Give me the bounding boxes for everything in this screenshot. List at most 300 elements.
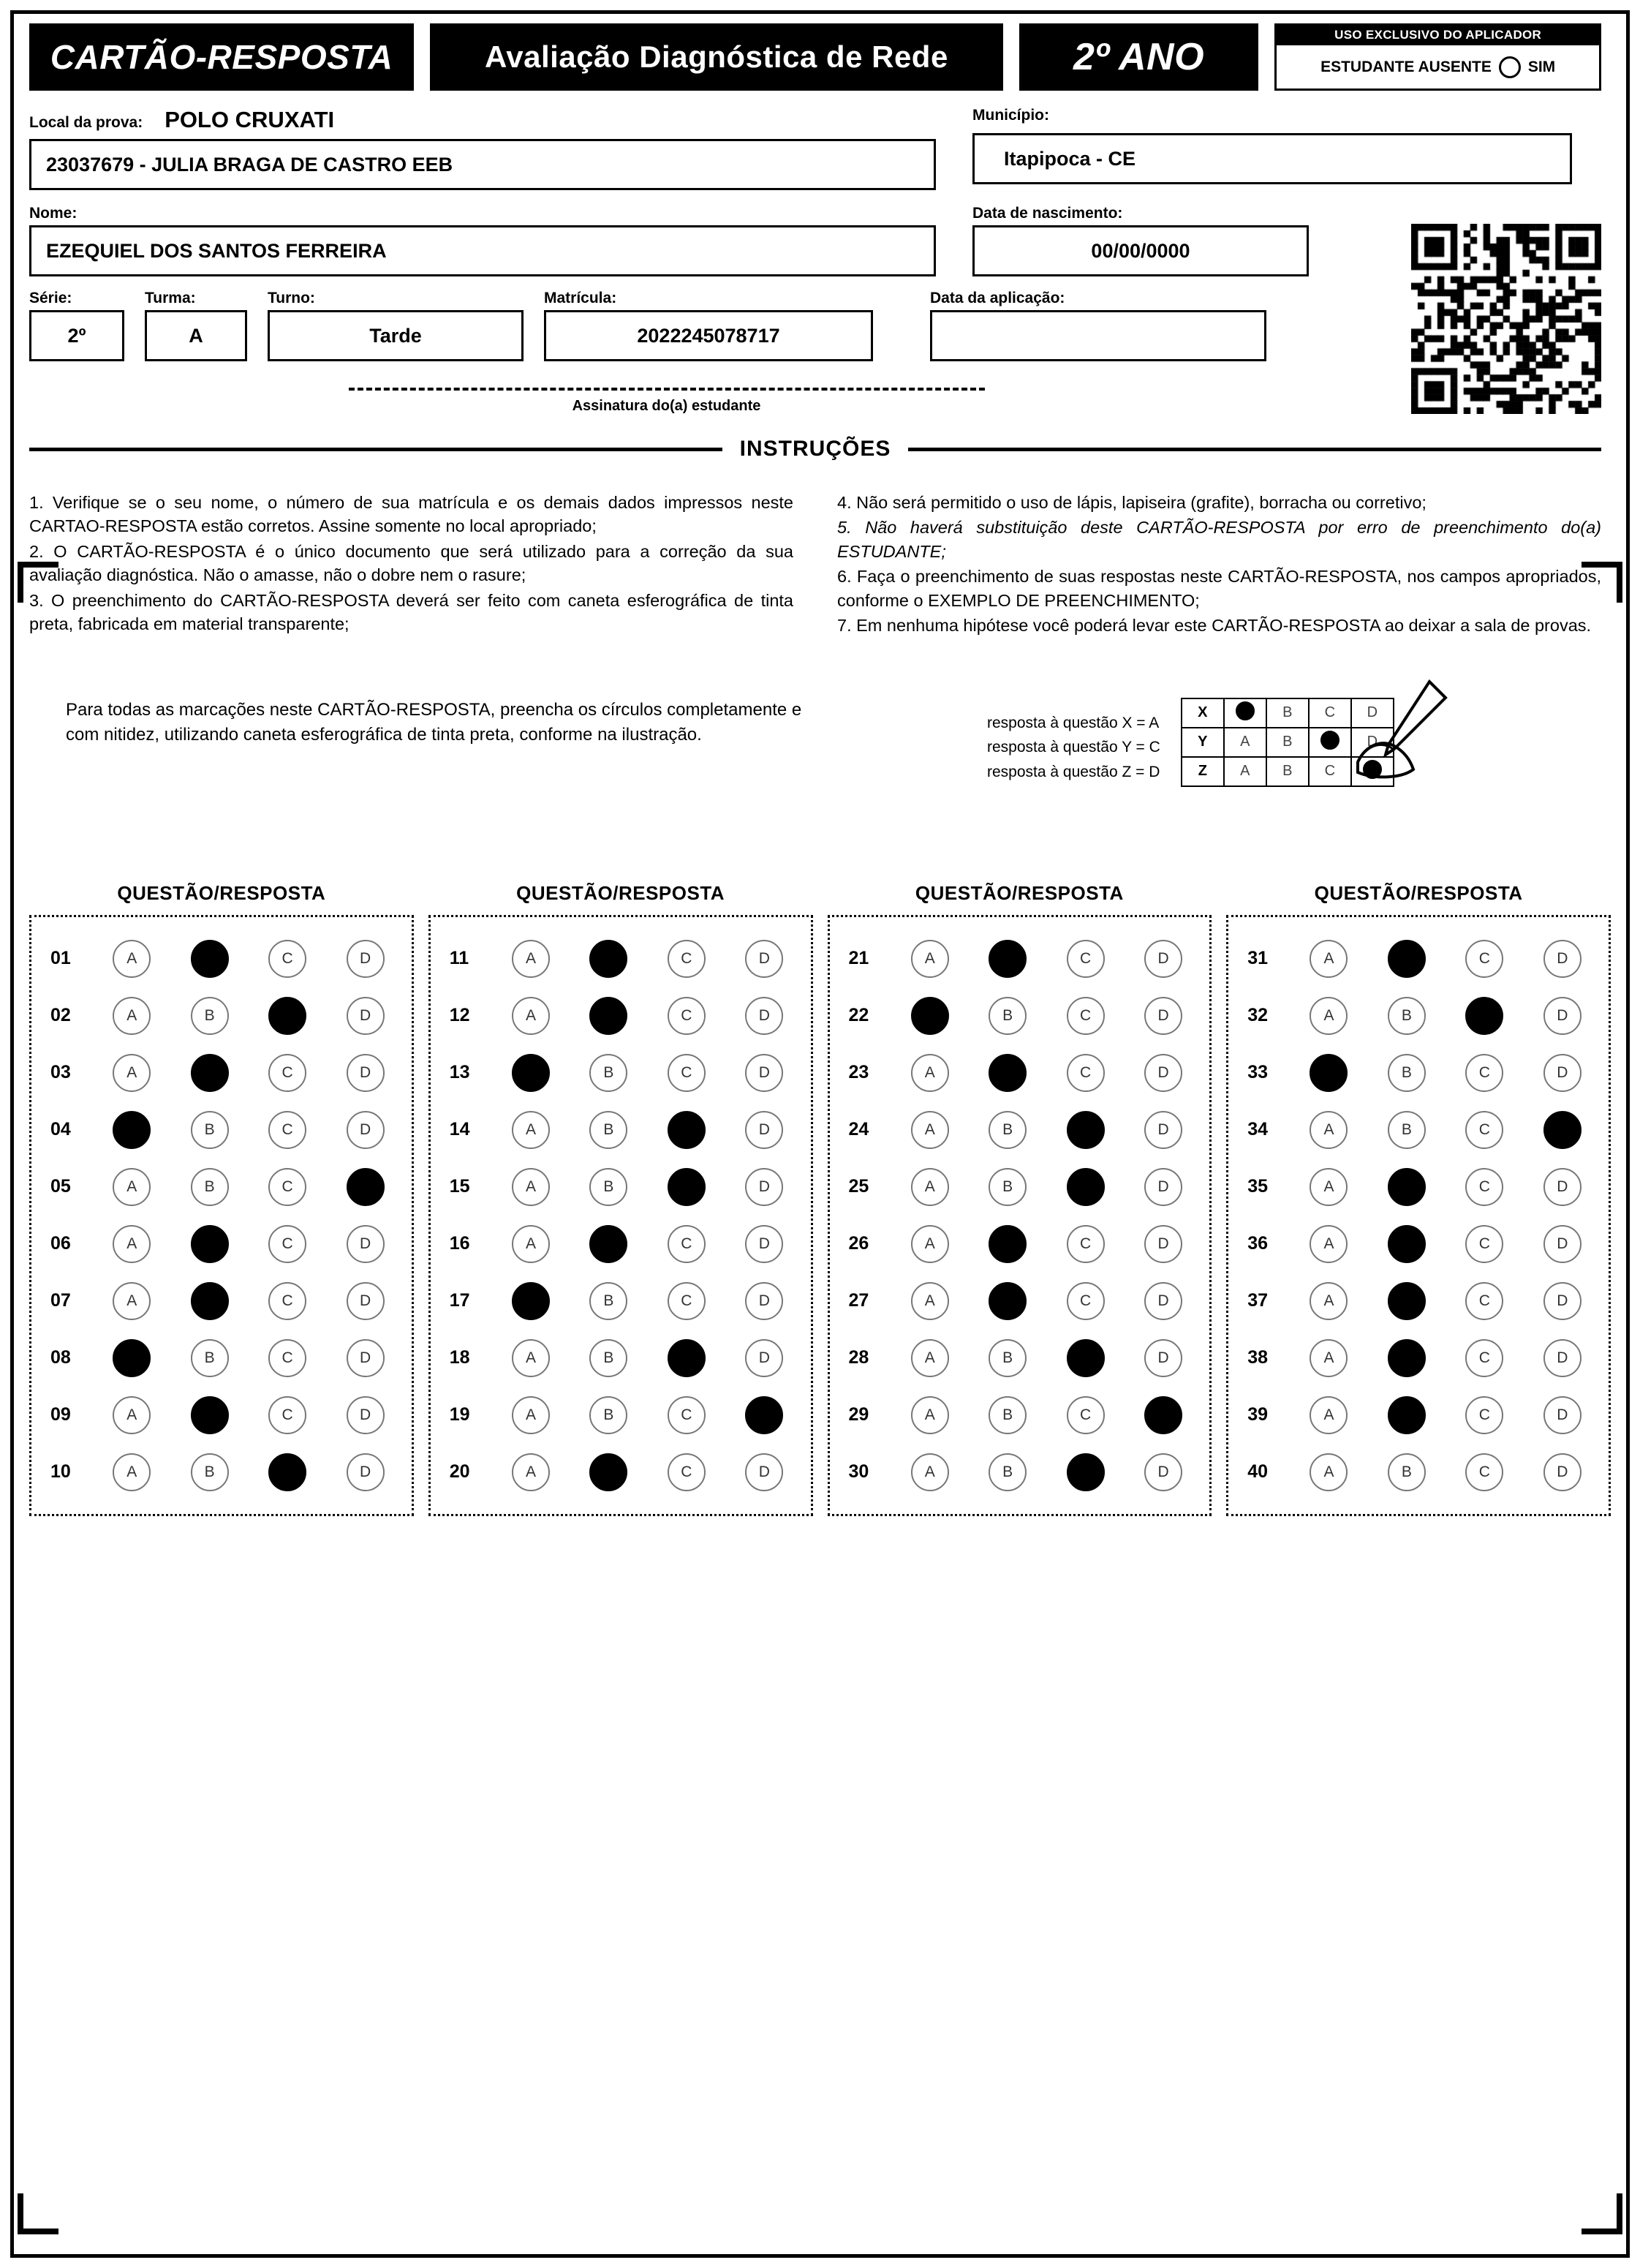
answer-bubble[interactable]: A: [911, 1339, 949, 1377]
question-number: 04: [50, 1119, 71, 1140]
answer-bubbles: [93, 1111, 404, 1149]
answer-bubble[interactable]: C: [1465, 1339, 1503, 1377]
answer-bubble[interactable]: [113, 1339, 151, 1377]
answer-bubble[interactable]: B: [989, 997, 1027, 1035]
answer-bubble[interactable]: [1543, 1111, 1582, 1149]
answer-bubbles: [1290, 1396, 1601, 1434]
answer-bubble[interactable]: B: [989, 1339, 1027, 1377]
answer-bubble[interactable]: A: [911, 1054, 949, 1092]
answer-bubble[interactable]: A: [113, 1168, 151, 1206]
answer-bubble[interactable]: C: [1465, 1282, 1503, 1320]
answer-bubble[interactable]: A: [113, 997, 151, 1035]
turma-field: A: [145, 310, 247, 361]
answer-row: [438, 1044, 804, 1101]
answer-row: [1236, 987, 1601, 1044]
answer-bubbles: [492, 1111, 804, 1149]
registration-mark-top-left: [18, 562, 23, 603]
answer-bubble[interactable]: C: [268, 1396, 306, 1434]
answer-bubble[interactable]: D: [1543, 1054, 1582, 1092]
answer-bubble[interactable]: D: [745, 1168, 783, 1206]
instruction-item: 3. O preenchimento do CARTÃO-RESPOSTA deverá ser feito com caneta esferográfica de tinta preta, fabricada em material transparente;: [29, 590, 793, 634]
answer-bubble[interactable]: [668, 1111, 706, 1149]
answer-row: [438, 1444, 804, 1501]
question-number: 40: [1247, 1461, 1269, 1483]
answer-row: [438, 987, 804, 1044]
answer-bubble[interactable]: A: [512, 1168, 550, 1206]
question-number: 10: [50, 1461, 71, 1483]
question-number: 17: [449, 1290, 470, 1311]
applicator-box: [1274, 23, 1601, 91]
filled-bubble-icon: [1236, 701, 1255, 720]
answer-row: [1236, 1159, 1601, 1216]
answer-row: [438, 930, 804, 987]
answer-bubble[interactable]: [1144, 1396, 1182, 1434]
answer-bubble[interactable]: C: [668, 1225, 706, 1263]
answer-bubble[interactable]: [512, 1054, 550, 1092]
answer-bubbles: [492, 1168, 804, 1206]
answer-bubble[interactable]: D: [1144, 1111, 1182, 1149]
answer-bubble[interactable]: B: [191, 1453, 229, 1491]
answer-row: [837, 1387, 1203, 1444]
answer-bubble[interactable]: C: [268, 1054, 306, 1092]
answer-bubble[interactable]: B: [589, 1168, 627, 1206]
answer-bubble[interactable]: B: [1388, 997, 1426, 1035]
answer-bubble[interactable]: [113, 1111, 151, 1149]
answer-bubble[interactable]: [1310, 1054, 1348, 1092]
answer-row: [39, 1101, 404, 1159]
matricula-field: 2022245078717: [544, 310, 873, 361]
answer-bubble[interactable]: C: [668, 1282, 706, 1320]
answer-bubble[interactable]: A: [911, 1225, 949, 1263]
answer-bubble[interactable]: C: [668, 1054, 706, 1092]
answer-bubbles: [1290, 940, 1601, 978]
instructions-column-right: [837, 491, 1601, 639]
answer-bubbles: [492, 1225, 804, 1263]
answer-bubble[interactable]: D: [745, 1282, 783, 1320]
answer-bubble[interactable]: D: [745, 940, 783, 978]
answer-bubbles: [93, 1168, 404, 1206]
answer-row: [39, 1159, 404, 1216]
nome-field: EZEQUIEL DOS SANTOS FERREIRA: [29, 225, 936, 276]
answer-bubble[interactable]: A: [512, 997, 550, 1035]
filled-bubble-icon: [1320, 731, 1339, 750]
question-number: 20: [449, 1461, 470, 1483]
registration-mark-bottom-right-h: [1582, 2229, 1622, 2234]
answer-bubble[interactable]: D: [745, 1225, 783, 1263]
answer-bubble[interactable]: A: [512, 1396, 550, 1434]
answer-bubble[interactable]: [911, 997, 949, 1035]
answer-column-box: [1226, 915, 1611, 1516]
answer-bubble[interactable]: C: [1465, 1396, 1503, 1434]
answer-bubble[interactable]: B: [989, 1111, 1027, 1149]
answer-bubble[interactable]: A: [1310, 1225, 1348, 1263]
answer-bubble[interactable]: B: [989, 1453, 1027, 1491]
answer-row: [1236, 1330, 1601, 1387]
answer-bubble[interactable]: [1067, 1339, 1105, 1377]
answer-bubble[interactable]: D: [1543, 1168, 1582, 1206]
answer-bubbles: [1290, 1111, 1601, 1149]
answer-bubble[interactable]: D: [745, 1453, 783, 1491]
answer-row: [1236, 1101, 1601, 1159]
answer-bubble[interactable]: A: [113, 1054, 151, 1092]
answer-bubble[interactable]: B: [589, 1054, 627, 1092]
answer-bubble[interactable]: A: [911, 1453, 949, 1491]
answer-bubble[interactable]: D: [347, 1282, 385, 1320]
answer-bubbles: [1290, 1225, 1601, 1263]
answer-bubble[interactable]: [191, 1396, 229, 1434]
answer-bubble[interactable]: A: [1310, 1168, 1348, 1206]
fill-example-bubble: C: [1309, 698, 1351, 728]
answer-bubbles: [492, 1054, 804, 1092]
answer-bubble[interactable]: [668, 1168, 706, 1206]
instruction-item: 6. Faça o preenchimento de suas respostas neste CARTÃO-RESPOSTA, nos campos apropriados, conforme o EXEMPLO DE PREENCHIMENTO;: [837, 567, 1601, 610]
answer-bubble[interactable]: C: [1067, 1054, 1105, 1092]
answer-row: [837, 987, 1203, 1044]
answer-bubble[interactable]: A: [1310, 1396, 1348, 1434]
answer-bubbles: [1290, 1453, 1601, 1491]
answer-row: [438, 1216, 804, 1273]
answer-bubble[interactable]: C: [1465, 1168, 1503, 1206]
signature-label: Assinatura do(a) estudante: [572, 398, 761, 414]
answer-bubble[interactable]: [1465, 997, 1503, 1035]
answer-bubble[interactable]: D: [1543, 1225, 1582, 1263]
answer-bubbles: [93, 997, 404, 1035]
answer-bubble[interactable]: A: [1310, 940, 1348, 978]
answer-bubble[interactable]: A: [911, 1282, 949, 1320]
instructions-rule-right: [908, 448, 1601, 451]
answer-row: [39, 1216, 404, 1273]
question-number: 03: [50, 1062, 71, 1083]
answer-bubble[interactable]: A: [911, 1168, 949, 1206]
instruction-item: 4. Não será permitido o uso de lápis, lapiseira (grafite), borracha ou corretivo;: [837, 493, 1427, 512]
answer-bubble[interactable]: C: [1067, 1225, 1105, 1263]
answer-bubble[interactable]: D: [1144, 1054, 1182, 1092]
answer-bubble[interactable]: C: [268, 1339, 306, 1377]
answer-bubble[interactable]: A: [1310, 997, 1348, 1035]
answer-bubble[interactable]: B: [589, 1282, 627, 1320]
answer-bubbles: [492, 940, 804, 978]
answer-bubbles: [93, 1054, 404, 1092]
answer-bubbles: [492, 1282, 804, 1320]
answer-bubbles: [93, 940, 404, 978]
answer-bubble[interactable]: [1388, 1396, 1426, 1434]
answer-bubble[interactable]: A: [1310, 1453, 1348, 1491]
header: [29, 23, 1601, 91]
answer-bubble[interactable]: C: [268, 1111, 306, 1149]
grade-badge: 2º ANO: [1019, 23, 1259, 91]
registration-mark-top-right: [1617, 562, 1622, 603]
answer-bubbles: [891, 1282, 1203, 1320]
turno-label: Turno:: [268, 290, 315, 306]
answer-bubble[interactable]: A: [512, 1111, 550, 1149]
answer-bubble[interactable]: C: [1067, 997, 1105, 1035]
question-number: 31: [1247, 948, 1269, 969]
answer-bubble[interactable]: C: [268, 1168, 306, 1206]
answer-row: [1236, 1273, 1601, 1330]
instructions-section: [29, 437, 1601, 787]
answer-bubble[interactable]: [1067, 1111, 1105, 1149]
answer-bubble[interactable]: D: [745, 1054, 783, 1092]
answer-bubble[interactable]: C: [668, 940, 706, 978]
answer-bubble[interactable]: D: [347, 940, 385, 978]
answer-bubbles: [93, 1453, 404, 1491]
answer-bubble[interactable]: D: [1144, 940, 1182, 978]
aplicacao-field: [930, 310, 1266, 361]
answer-column-title: QUESTÃO/RESPOSTA: [1314, 881, 1523, 904]
registration-mark-bottom-left-h: [18, 2229, 58, 2234]
answer-bubbles: [891, 1339, 1203, 1377]
answer-bubble[interactable]: D: [745, 1339, 783, 1377]
answer-bubble[interactable]: [989, 1282, 1027, 1320]
answer-bubble[interactable]: B: [191, 1339, 229, 1377]
answer-bubble[interactable]: D: [1543, 997, 1582, 1035]
answer-row: [1236, 1387, 1601, 1444]
fill-example-bubble: B: [1266, 698, 1309, 728]
answer-bubble[interactable]: C: [668, 1453, 706, 1491]
answer-bubbles: [93, 1225, 404, 1263]
answer-bubble[interactable]: B: [989, 1396, 1027, 1434]
answer-bubble[interactable]: A: [512, 1225, 550, 1263]
answer-bubble[interactable]: [268, 1453, 306, 1491]
answer-bubble[interactable]: D: [347, 1339, 385, 1377]
answer-bubble[interactable]: [1067, 1453, 1105, 1491]
answer-bubble[interactable]: [668, 1339, 706, 1377]
answer-bubble[interactable]: A: [113, 1225, 151, 1263]
question-number: 22: [848, 1005, 869, 1026]
question-number: 38: [1247, 1347, 1269, 1368]
nascimento-field: 00/00/0000: [972, 225, 1309, 276]
answer-row: [39, 1273, 404, 1330]
question-number: 33: [1247, 1062, 1269, 1083]
answer-row: [837, 1444, 1203, 1501]
answer-bubble[interactable]: C: [1465, 1453, 1503, 1491]
answer-bubble[interactable]: [268, 997, 306, 1035]
absent-label: ESTUDANTE AUSENTE: [1320, 58, 1492, 75]
nascimento-label: Data de nascimento:: [972, 205, 1123, 222]
instruction-item: 1. Verifique se o seu nome, o número de sua matrícula e os demais dados impressos neste CARTAO-RESPOSTA estão corretos. Assine somente no local apropriado;: [29, 493, 793, 536]
instruction-item: 5. Não haverá substituição deste CARTÃO-RESPOSTA por erro de preenchimento do(a) ESTUDANTE;: [837, 518, 1601, 561]
question-number: 07: [50, 1290, 71, 1311]
answer-bubble[interactable]: C: [268, 1225, 306, 1263]
answer-bubble[interactable]: [589, 997, 627, 1035]
answer-bubble[interactable]: A: [512, 1453, 550, 1491]
answer-bubbles: [891, 1111, 1203, 1149]
answer-bubble[interactable]: C: [1465, 1111, 1503, 1149]
serie-field: 2º: [29, 310, 124, 361]
answer-bubble[interactable]: D: [1144, 1225, 1182, 1263]
local-label: Local da prova:: [29, 114, 143, 131]
answer-row: [438, 1159, 804, 1216]
answer-bubble[interactable]: [1388, 1225, 1426, 1263]
absent-bubble[interactable]: [1499, 56, 1521, 78]
municipio-field: Itapipoca - CE: [972, 133, 1572, 184]
answer-bubbles: [891, 1054, 1203, 1092]
answer-bubble[interactable]: A: [113, 1396, 151, 1434]
answer-bubble[interactable]: [589, 1453, 627, 1491]
answer-bubble[interactable]: [745, 1396, 783, 1434]
answer-bubble[interactable]: D: [347, 1111, 385, 1149]
answer-bubble[interactable]: A: [911, 940, 949, 978]
instruction-item: 2. O CARTÃO-RESPOSTA é o único documento que será utilizado para a correção da sua avaliação diagnóstica. Não o amasse, não o dobre nem o rasure;: [29, 541, 793, 585]
answer-row: [837, 1273, 1203, 1330]
answer-row: [837, 1330, 1203, 1387]
answer-bubble[interactable]: C: [268, 1282, 306, 1320]
qr-code: [1411, 224, 1601, 414]
answer-bubble[interactable]: [589, 940, 627, 978]
answer-bubble[interactable]: D: [1144, 997, 1182, 1035]
legend-line: resposta à questão Y = C: [987, 739, 1160, 756]
nome-label: Nome:: [29, 205, 78, 222]
answer-bubble[interactable]: B: [1388, 1054, 1426, 1092]
answer-bubble[interactable]: B: [191, 1111, 229, 1149]
answer-bubble[interactable]: B: [989, 1168, 1027, 1206]
answer-bubble[interactable]: [191, 1054, 229, 1092]
answer-bubbles: [891, 1396, 1203, 1434]
answer-bubbles: [1290, 1168, 1601, 1206]
answer-bubble[interactable]: D: [347, 1453, 385, 1491]
question-number: 28: [848, 1347, 869, 1368]
answer-bubble[interactable]: A: [1310, 1282, 1348, 1320]
answer-column-title: QUESTÃO/RESPOSTA: [516, 881, 725, 904]
answer-bubble[interactable]: C: [1067, 1282, 1105, 1320]
answer-bubbles: [93, 1339, 404, 1377]
answer-bubble[interactable]: D: [745, 1111, 783, 1149]
instructions-column-left: [29, 491, 793, 639]
question-number: 39: [1247, 1404, 1269, 1425]
answer-bubbles: [93, 1282, 404, 1320]
answer-bubble[interactable]: [191, 1282, 229, 1320]
answer-bubble[interactable]: D: [347, 1396, 385, 1434]
answer-bubble[interactable]: D: [347, 1225, 385, 1263]
answer-bubble[interactable]: D: [1543, 1453, 1582, 1491]
answer-bubble[interactable]: A: [113, 1453, 151, 1491]
answer-bubble[interactable]: A: [512, 940, 550, 978]
answer-bubble[interactable]: A: [113, 940, 151, 978]
answer-bubble[interactable]: D: [1543, 1282, 1582, 1320]
turma-label: Turma:: [145, 290, 196, 306]
question-number: 02: [50, 1005, 71, 1026]
answer-bubble[interactable]: [989, 1054, 1027, 1092]
question-number: 23: [848, 1062, 869, 1083]
answer-bubble[interactable]: C: [1067, 940, 1105, 978]
answer-bubble[interactable]: [989, 940, 1027, 978]
answer-row: [1236, 1444, 1601, 1501]
answer-column-box: [828, 915, 1212, 1516]
answer-bubbles: [891, 940, 1203, 978]
answer-bubbles: [891, 1225, 1203, 1263]
answer-bubble[interactable]: [589, 1225, 627, 1263]
answer-row: [1236, 930, 1601, 987]
answer-column-box: [29, 915, 414, 1516]
answer-bubble[interactable]: A: [113, 1282, 151, 1320]
answer-bubble[interactable]: B: [1388, 1453, 1426, 1491]
answer-bubble[interactable]: D: [745, 997, 783, 1035]
answer-bubble[interactable]: D: [1543, 1396, 1582, 1434]
answer-bubble[interactable]: B: [191, 1168, 229, 1206]
question-number: 13: [449, 1062, 470, 1083]
fill-example-bubble: C: [1309, 757, 1351, 786]
answer-bubbles: [492, 997, 804, 1035]
answer-bubble[interactable]: [1388, 940, 1426, 978]
question-number: 01: [50, 948, 71, 969]
answer-bubble[interactable]: A: [911, 1396, 949, 1434]
answer-row: [1236, 1044, 1601, 1101]
answer-bubble[interactable]: A: [1310, 1339, 1348, 1377]
absent-option-label: SIM: [1527, 58, 1556, 75]
question-number: 37: [1247, 1290, 1269, 1311]
answer-bubble[interactable]: C: [668, 1396, 706, 1434]
fill-example-bubble: D: [1351, 698, 1394, 728]
answer-bubble[interactable]: D: [1543, 940, 1582, 978]
answer-bubble[interactable]: C: [668, 997, 706, 1035]
answer-bubbles: [1290, 1282, 1601, 1320]
answer-bubble[interactable]: B: [589, 1396, 627, 1434]
answer-bubble[interactable]: A: [911, 1111, 949, 1149]
question-number: 26: [848, 1233, 869, 1254]
answer-bubble[interactable]: [347, 1168, 385, 1206]
answer-column-title: QUESTÃO/RESPOSTA: [915, 881, 1124, 904]
question-number: 12: [449, 1005, 470, 1026]
answer-row: [438, 1387, 804, 1444]
answer-row: [39, 1044, 404, 1101]
answer-bubble[interactable]: C: [268, 940, 306, 978]
question-number: 32: [1247, 1005, 1269, 1026]
answer-bubble[interactable]: C: [1465, 1225, 1503, 1263]
fill-example-note: Para todas as marcações neste CARTÃO-RESPOSTA, preencha os círculos completamente e com nitidez, utilizando caneta esferográfica de tinta preta, conforme na ilustração.: [66, 699, 802, 745]
answer-bubble[interactable]: A: [512, 1339, 550, 1377]
answer-bubble[interactable]: C: [1465, 1054, 1503, 1092]
answer-bubble[interactable]: [989, 1225, 1027, 1263]
answer-bubble[interactable]: D: [347, 1054, 385, 1092]
answer-grid[interactable]: [29, 882, 1611, 1516]
signature-line[interactable]: [349, 388, 985, 391]
answer-bubble[interactable]: A: [1310, 1111, 1348, 1149]
question-number: 24: [848, 1119, 869, 1140]
fill-example-bubble: [1224, 698, 1266, 728]
answer-bubble[interactable]: [1388, 1282, 1426, 1320]
question-number: 25: [848, 1176, 869, 1197]
answer-bubbles: [1290, 1339, 1601, 1377]
fill-example-row-label: Y: [1182, 728, 1224, 757]
answer-bubble[interactable]: C: [1465, 940, 1503, 978]
answer-bubble[interactable]: [191, 1225, 229, 1263]
fill-example-row-label: Z: [1182, 757, 1224, 786]
instructions-title: INSTRUÇÕES: [739, 437, 891, 461]
question-number: 06: [50, 1233, 71, 1254]
answer-bubble[interactable]: D: [1144, 1453, 1182, 1491]
answer-bubble[interactable]: B: [191, 997, 229, 1035]
answer-bubble[interactable]: [191, 940, 229, 978]
answer-bubble[interactable]: D: [1144, 1168, 1182, 1206]
answer-bubble[interactable]: B: [589, 1111, 627, 1149]
signature-area: [29, 388, 1304, 415]
answer-bubble[interactable]: D: [1144, 1339, 1182, 1377]
answer-bubbles: [891, 1453, 1203, 1491]
answer-bubble[interactable]: D: [347, 997, 385, 1035]
answer-bubble[interactable]: B: [589, 1339, 627, 1377]
answer-bubble[interactable]: [512, 1282, 550, 1320]
answer-bubble[interactable]: B: [1388, 1111, 1426, 1149]
answer-bubble[interactable]: [1388, 1339, 1426, 1377]
question-number: 09: [50, 1404, 71, 1425]
answer-bubble[interactable]: [1067, 1168, 1105, 1206]
answer-bubble[interactable]: C: [1067, 1396, 1105, 1434]
polo-name: POLO CRUXATI: [165, 107, 335, 132]
answer-bubble[interactable]: [1388, 1168, 1426, 1206]
fill-example-bubble: D: [1351, 728, 1394, 757]
answer-bubble[interactable]: D: [1543, 1339, 1582, 1377]
answer-bubble[interactable]: D: [1144, 1282, 1182, 1320]
